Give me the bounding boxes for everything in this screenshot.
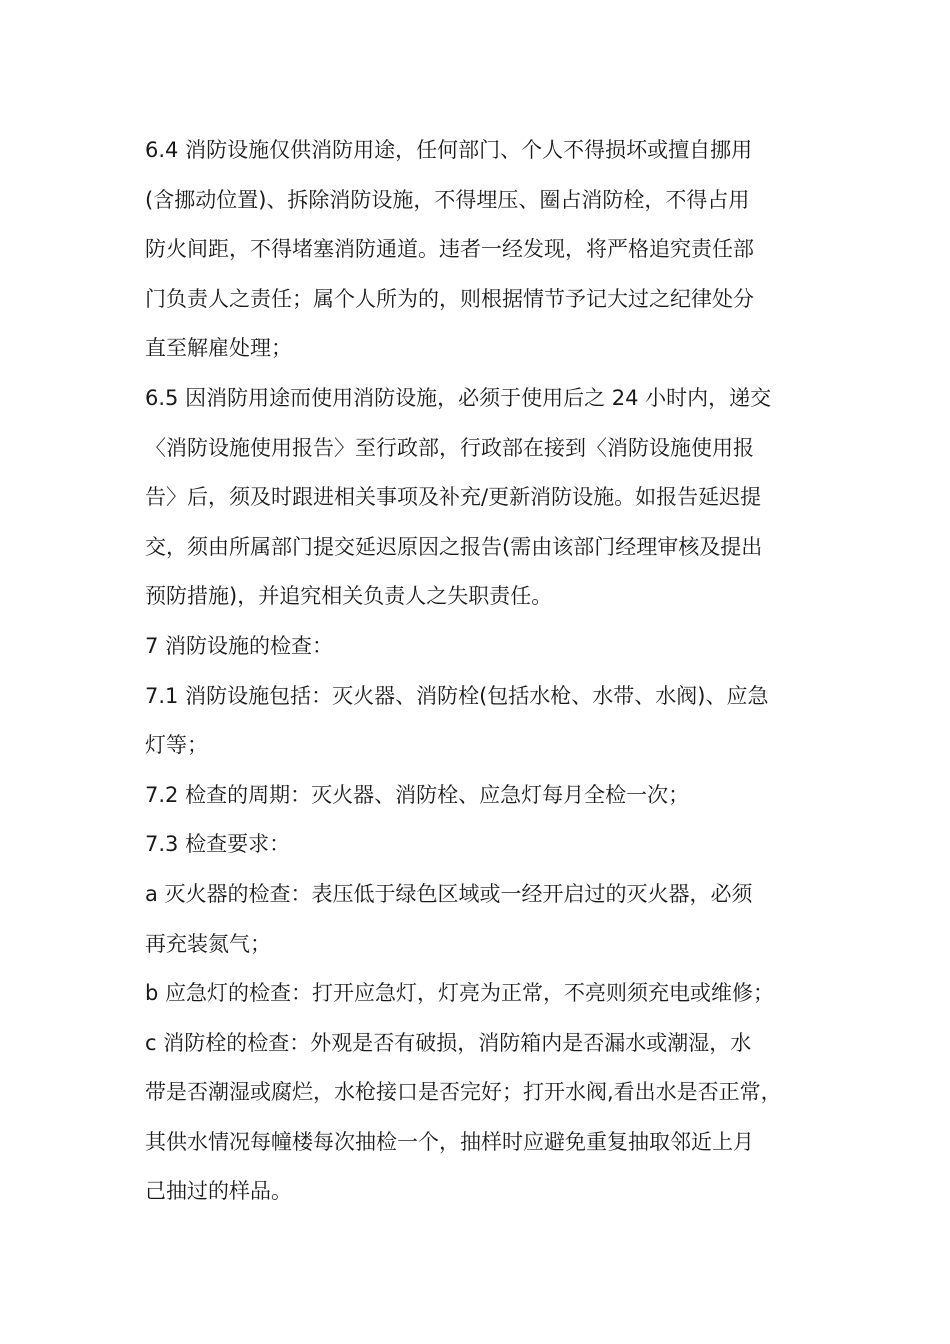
paragraph-7-2 xyxy=(145,771,825,821)
paragraph-b xyxy=(145,969,825,1019)
text-line: 灯等； xyxy=(145,733,208,758)
text-line: 6.5 因消防用途而使用消防设施，必须于使用后之 24 小时内，递交 xyxy=(145,385,772,410)
text-line: 其供水情况每幢楼每次抽检一个，抽样时应避免重复抽取邻近上月 xyxy=(145,1129,754,1154)
text-line: 再充装氮气； xyxy=(145,931,271,956)
text-line: 防火间距，不得堵塞消防通道。违者一经发现，将严格追究责任部 xyxy=(145,237,754,262)
text-line: b 应急灯的检查：打开应急灯，灯亮为正常，不亮则须充电或维修； xyxy=(145,981,775,1006)
text-line: 〈消防设施使用报告〉至行政部，行政部在接到〈消防设施使用报 xyxy=(145,435,754,460)
text-line: 7.3 检查要求： xyxy=(145,832,291,857)
text-line: 门负责人之责任；属个人所为的，则根据情节予记大过之纪律处分 xyxy=(145,286,754,311)
text-line: 直至解雇处理； xyxy=(145,336,292,361)
text-line: 己抽过的样品。 xyxy=(145,1179,292,1204)
paragraph-c xyxy=(145,1019,825,1217)
document-body xyxy=(145,126,825,1217)
text-line: 6.4 消防设施仅供消防用途，任何部门、个人不得损坏或擅自挪用 xyxy=(145,138,753,162)
text-line: 7 消防设施的检查： xyxy=(145,633,334,658)
text-line: c 消防栓的检查：外观是否有破损，消防箱内是否漏水或潮湿，水 xyxy=(145,1030,752,1055)
text-line: 交，须由所属部门提交延迟原因之报告(需由该部门经理审核及提出 xyxy=(145,534,763,559)
text-line: 预防措施)，并追究相关负责人之失职责任。 xyxy=(145,584,553,609)
paragraph-7-1 xyxy=(145,672,825,771)
text-line: (含挪动位置)、拆除消防设施，不得埋压、圈占消防栓，不得占用 xyxy=(145,187,750,212)
paragraph-7-3 xyxy=(145,820,825,870)
text-line: 带是否潮湿或腐烂，水枪接口是否完好；打开水阀,看出水是否正常， xyxy=(145,1080,782,1105)
text-line: 告〉后，须及时跟进相关事项及补充/更新消防设施。如报告延迟提 xyxy=(145,485,762,510)
section-heading-7 xyxy=(145,622,825,672)
text-line: 7.1 消防设施包括：灭火器、消防栓(包括水枪、水带、水阀)、应急 xyxy=(145,683,769,708)
paragraph-a xyxy=(145,870,825,969)
text-line: a 灭火器的检查：表压低于绿色区域或一经开启过的灭火器，必须 xyxy=(145,881,753,906)
paragraph-6-4 xyxy=(145,126,825,374)
text-line: 7.2 检查的周期：灭火器、消防栓、应急灯每月全检一次； xyxy=(145,782,690,807)
paragraph-6-5 xyxy=(145,374,825,622)
